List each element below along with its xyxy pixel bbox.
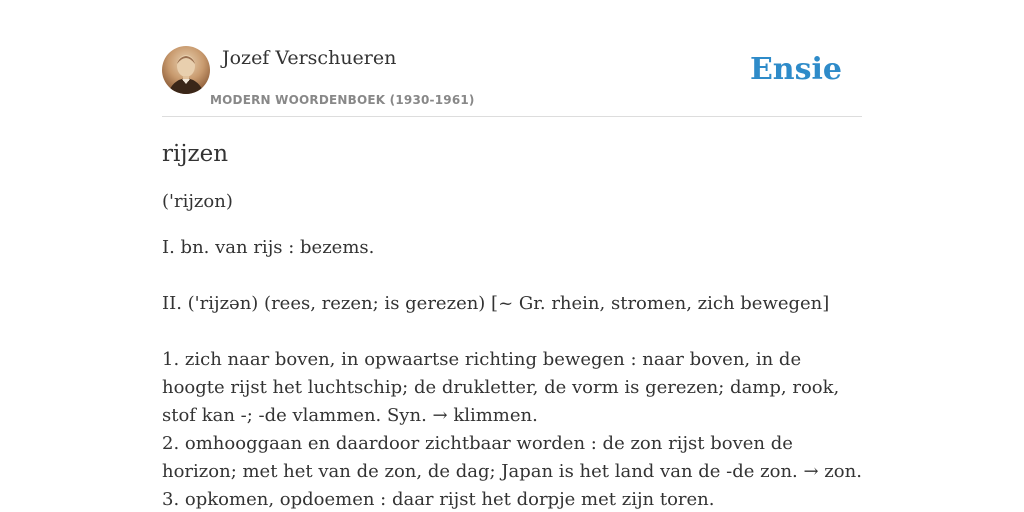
subsense-2: 2. omhooggaan en daardoor zichtbaar worden : de zon rijst boven de horizon; met het van de zon, de dag; Japan is het land van de -de zon. → zon. [162, 433, 862, 482]
author-name[interactable]: Jozef Verschueren [222, 47, 397, 69]
site-header [162, 46, 862, 117]
entry-word: rijzen [162, 141, 229, 167]
ensie-logo-link[interactable]: Ensie [749, 52, 842, 87]
source-dictionary: MODERN WOORDENBOEK (1930-1961) [210, 93, 475, 107]
subsense-3: 3. opkomen, opdoemen : daar rijst het dorpje met zijn toren. [162, 489, 715, 510]
entry-definitions [162, 234, 862, 512]
author-avatar[interactable] [162, 46, 210, 94]
author-portrait-icon [162, 46, 210, 94]
spacer [162, 318, 862, 346]
subsense-1: 1. zich naar boven, in opwaartse richting bewegen : naar boven, in de hoogte rijst het luchtschip; de drukletter, de vorm is gerezen; damp, rook, stof kan -; -de vlammen. Syn. → klimmen. [162, 349, 840, 426]
sense-i: I. bn. van rijs : bezems. [162, 237, 375, 258]
entry-pronunciation: ('rijzon) [162, 191, 233, 212]
dictionary-entry [162, 138, 862, 512]
spacer [162, 262, 862, 290]
sense-ii: II. ('rijzən) (rees, rezen; is gerezen) [~ Gr. rhein, stromen, zich bewegen] [162, 293, 830, 314]
